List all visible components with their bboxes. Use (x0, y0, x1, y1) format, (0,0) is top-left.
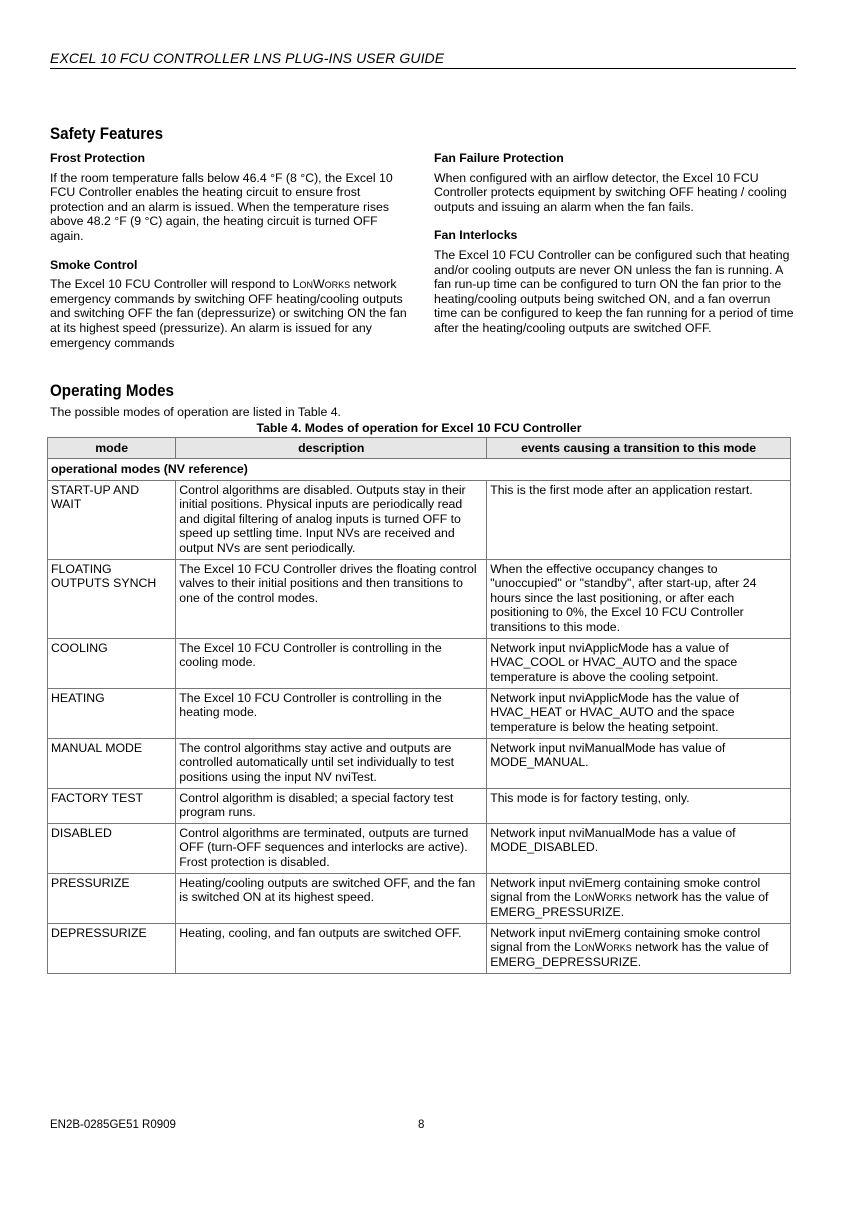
frost-protection-title: Frost Protection (50, 151, 145, 165)
events-cell: When the effective occupancy changes to "unoccupied" or "standby", after start-up, after 24 hours since the last positioning, or after each positioning to 0%, the Excel 10 FCU Controller transitions to this mode. (487, 559, 791, 638)
mode-cell: HEATING (48, 688, 176, 738)
description-cell: The Excel 10 FCU Controller is controlling in the heating mode. (176, 688, 487, 738)
events-cell: Network input nviManualMode has a value of MODE_DISABLED. (487, 823, 791, 873)
column-header-mode: mode (48, 438, 176, 459)
description-cell: The Excel 10 FCU Controller drives the floating control valves to their initial positions and then transitions to one of the control modes. (176, 559, 487, 638)
table-row (48, 873, 791, 923)
mode-cell: COOLING (48, 638, 176, 688)
events-cell: Network input nviEmerg containing smoke control signal from the LonWorks network has the value of EMERG_DEPRESSURIZE. (487, 923, 791, 973)
operating-modes-intro: The possible modes of operation are listed in Table 4. (50, 405, 341, 419)
smoke-control-text: The Excel 10 FCU Controller will respond to LonWorks network emergency commands by switching OFF heating/cooling outputs and switching OFF the fan (depressurize) or switching ON the fan at its highest speed (pressurize). An alarm is issued for any emergency commands (50, 277, 407, 350)
table-caption: Table 4. Modes of operation for Excel 10 FCU Controller (256, 421, 582, 435)
safety-features-heading: Safety Features (50, 125, 164, 143)
description-cell: Control algorithms are disabled. Outputs stay in their initial positions. Physical inputs are periodically read and digital filtering of analog inputs is turned OFF to speed up settling time. Input NVs are received and output NVs are sent periodically. (176, 480, 487, 559)
description-cell: Heating/cooling outputs are switched OFF, and the fan is switched ON at its highest speed. (176, 873, 487, 923)
column-header-description: description (176, 438, 487, 459)
fan-interlocks-title: Fan Interlocks (434, 228, 518, 243)
lonworks-brand: LonWorks (292, 277, 351, 292)
events-cell: This is the first mode after an application restart. (487, 480, 791, 559)
fan-interlocks-text: The Excel 10 FCU Controller can be configured such that heating and/or cooling outputs are never ON unless the fan is running. A fan run-up time can be configured to turn ON the fan prior to the heating/cooling outputs being switched ON, and a fan overrun time can be configured to keep the fan running for a period of time after the heating/cooling outputs are switched OFF. (434, 247, 794, 335)
footer-doc-number: EN2B-0285GE51 R0909 (50, 1119, 176, 1131)
mode-cell: MANUAL MODE (48, 738, 176, 788)
description-cell: Heating, cooling, and fan outputs are switched OFF. (176, 923, 487, 973)
table-row (48, 559, 791, 638)
mode-cell: FLOATING OUTPUTS SYNCH (48, 559, 176, 638)
table-row (48, 638, 791, 688)
left-column (50, 151, 408, 364)
mode-cell: DISABLED (48, 823, 176, 873)
fan-failure-title: Fan Failure Protection (434, 151, 564, 165)
modes-table (47, 437, 791, 974)
description-cell: Control algorithm is disabled; a special factory test program runs. (176, 788, 487, 823)
description-cell: The Excel 10 FCU Controller is controlling in the cooling mode. (176, 638, 487, 688)
lonworks-brand: LonWorks (574, 940, 632, 955)
mode-cell: FACTORY TEST (48, 788, 176, 823)
group-row (48, 459, 791, 481)
description-cell: The control algorithms stay active and outputs are controlled automatically until set individually to test positions using the input NV nviTest. (176, 738, 487, 788)
table-row (48, 823, 791, 873)
mode-cell: PRESSURIZE (48, 873, 176, 923)
table-row (48, 738, 791, 788)
events-cell: Network input nviManualMode has value of MODE_MANUAL. (487, 738, 791, 788)
mode-cell: DEPRESSURIZE (48, 923, 176, 973)
events-cell: Network input nviApplicMode has a value of HVAC_COOL or HVAC_AUTO and the space temperature is above the cooling setpoint. (487, 638, 791, 688)
table-row (48, 923, 791, 973)
column-header-events: events causing a transition to this mode (487, 438, 791, 459)
right-column (434, 151, 794, 350)
mode-cell: START-UP AND WAIT (48, 480, 176, 559)
table-row (48, 480, 791, 559)
table-header-row (48, 438, 791, 459)
events-cell: This mode is for factory testing, only. (487, 788, 791, 823)
events-cell: Network input nviEmerg containing smoke control signal from the LonWorks network has the value of EMERG_PRESSURIZE. (487, 873, 791, 923)
table-row (48, 788, 791, 823)
fan-failure-text: When configured with an airflow detector, the Excel 10 FCU Controller protects equipment by switching OFF heating / cooling outputs and issuing an alarm when the fan fails. (434, 170, 787, 214)
lonworks-brand: LonWorks (574, 890, 632, 905)
events-cell: Network input nviApplicMode has the value of HVAC_HEAT or HVAC_AUTO and the space temperature is below the heating setpoint. (487, 688, 791, 738)
operating-modes-heading: Operating Modes (50, 382, 174, 400)
frost-protection-text: If the room temperature falls below 46.4 °F (8 °C), the Excel 10 FCU Controller enables the heating circuit to ensure frost protection and an alarm is issued. When the temperature rises above 48.2 °F (9 °C) again, the heating circuit is turned OFF again. (50, 170, 393, 243)
description-cell: Control algorithms are terminated, outputs are turned OFF (turn-OFF sequences and interlocks are active). Frost protection is disabled. (176, 823, 487, 873)
table-row (48, 688, 791, 738)
smoke-control-title: Smoke Control (50, 257, 138, 272)
footer-page-number: 8 (418, 1119, 425, 1131)
group-label: operational modes (NV reference) (48, 459, 791, 481)
page-header: EXCEL 10 FCU CONTROLLER LNS PLUG-INS USER GUIDE (50, 50, 796, 69)
